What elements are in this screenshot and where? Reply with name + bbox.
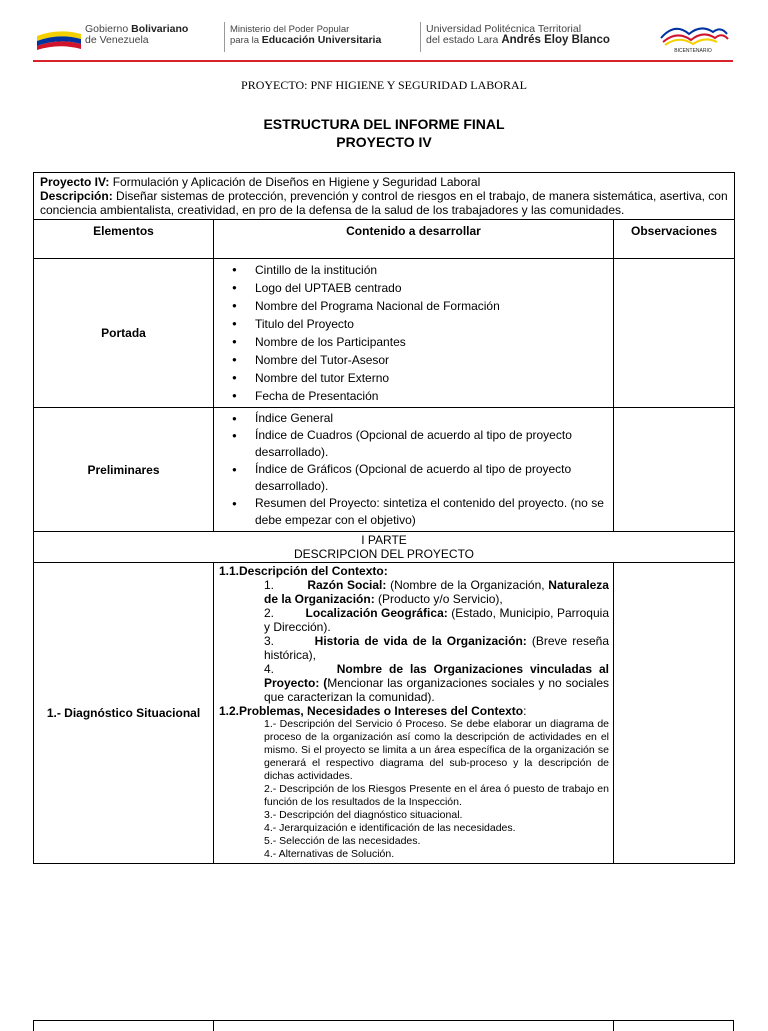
part-heading — [34, 532, 735, 563]
diagnostico-label: 1.- Diagnóstico Situacional — [34, 563, 214, 864]
part-heading-line1: I PARTE — [361, 533, 407, 547]
gobierno-logo-text: Gobierno Bolivariano de Venezuela — [85, 23, 189, 46]
bicentenario-logo-icon — [655, 20, 731, 54]
list-item: ● Fecha de Presentación — [232, 387, 609, 405]
header-divider — [224, 22, 225, 52]
proyecto-label: Proyecto IV: — [40, 175, 110, 189]
venezuela-flag-icon — [37, 30, 81, 50]
header-red-line — [33, 60, 733, 62]
portada-observaciones — [614, 259, 735, 408]
list-item: ● Nombre del tutor Externo — [232, 369, 609, 387]
part-heading-row — [34, 532, 735, 563]
context-item-2: 2. Localización Geográfica: (Estado, Municipio, Parroquia y Dirección). — [264, 606, 609, 634]
intro-cell — [34, 173, 735, 220]
portada-label: Portada — [34, 259, 214, 408]
diagnostico-content: 1.1.Descripción del Contexto: 1. Razón Social: (Nombre de la Organización, Naturaleza de la Organización: (Producto y/o Servicio), 2. Localización Geográfica: (Estado, Municipio, Parroquia y Dirección). 3. Historia de vida de la Organización: (Breve reseña histórica), 4. Nombre de las Organizaciones vinculadas al Proyecto: (Mencionar las organizaciones sociales y no sociales que caracterizan la comunidad). 1.2.Problemas, Necesidades o Intereses del Contexto: 1.- Descripción del Servicio ó Proceso. Se debe elaborar un diagrama de proceso de la organización así como la descripción de actividades en el mismo. Si el proyecto se limita a un área específica de la organización se generará el respectivo diagrama del sub-proceso y la descripción de dichas actividades. 2.- Descripción de los Riesgos Presente en el área ó puesto de trabajo en función de los resultados de la Inspección. 3.- Descripción del diagnóstico situacional. 4.- Jerarquización e identificación de las necesidades. 5.- Selección de las necesidades. 4.- Alternativas de Solución. — [214, 563, 614, 864]
context-item-4: 4. Nombre de las Organizaciones vinculadas al Proyecto: (Mencionar las organizaciones sociales y no sociales que caracterizan la comunidad). — [264, 662, 609, 704]
header-divider — [420, 22, 421, 52]
informe-structure-table — [33, 172, 735, 864]
diagnostico-observaciones — [614, 563, 735, 864]
list-item: ● Índice de Cuadros (Opcional de acuerdo al tipo de proyecto desarrollado). — [232, 427, 609, 461]
column-header-observaciones: Observaciones — [614, 220, 735, 259]
list-item: ● Cintillo de la institución — [232, 261, 609, 279]
list-item: ● Índice de Gráficos (Opcional de acuerdo al tipo de proyecto desarrollado). — [232, 461, 609, 495]
list-item: ● Nombre del Tutor-Asesor — [232, 351, 609, 369]
proyecto-text: Formulación y Aplicación de Diseños en Higiene y Seguridad Laboral — [109, 175, 481, 189]
portada-content — [214, 259, 614, 408]
universidad-text: Universidad Politécnica Territorial del estado Lara Andrés Eloy Blanco — [426, 23, 610, 46]
problem-item: 4.- Alternativas de Solución. — [264, 848, 395, 860]
context-item-1: 1. Razón Social: (Nombre de la Organización, Naturaleza de la Organización: (Producto y/o Servicio), — [264, 578, 609, 606]
table-row-portada — [34, 259, 735, 408]
column-header-contenido: Contenido a desarrollar — [214, 220, 614, 259]
table-row-diagnostico — [34, 563, 735, 864]
section-1-1-title: 1.1.Descripción del Contexto: — [219, 564, 388, 578]
project-line: PROYECTO: PNF HIGIENE Y SEGURIDAD LABORAL — [241, 78, 527, 92]
section-1-2-title: 1.2.Problemas, Necesidades o Intereses del Contexto — [219, 704, 524, 718]
preliminares-observaciones — [614, 408, 735, 532]
ministerio-text: Ministerio del Poder Popular para la Educación Universitaria — [230, 24, 382, 46]
bicentenario-label: BICENTENARIO — [674, 48, 712, 54]
preliminares-label: Preliminares — [34, 408, 214, 532]
list-item: ● Nombre del Programa Nacional de Formación — [232, 297, 609, 315]
next-page-table-edge — [33, 1020, 734, 1031]
preliminares-content — [214, 408, 614, 532]
list-item: ● Nombre de los Participantes — [232, 333, 609, 351]
problem-item: 1.- Descripción del Servicio ó Proceso. Se debe elaborar un diagrama de proceso de la organización así como la descripción de actividades en el mismo. Si el proyecto se limita a un área específica de la organización se generará el respectivo diagrama del sub-proceso y la descripción de dichas actividades. — [264, 718, 609, 782]
problem-item: 5.- Selección de las necesidades. — [264, 835, 421, 847]
header-banner — [33, 18, 733, 62]
column-header-elementos: Elementos — [34, 220, 214, 259]
document-title: ESTRUCTURA DEL INFORME FINAL — [263, 116, 505, 132]
problem-item: 2.- Descripción de los Riesgos Presente en el área ó puesto de trabajo en función de los resultados de la Inspección. — [264, 783, 609, 808]
list-item: ● Titulo del Proyecto — [232, 315, 609, 333]
list-item: ● Resumen del Proyecto: sintetiza el contenido del proyecto. (no se debe empezar con el objetivo) — [232, 495, 609, 529]
intro-row — [34, 173, 735, 220]
part-heading-line2: DESCRIPCION DEL PROYECTO — [293, 547, 475, 561]
context-item-3: 3. Historia de vida de la Organización: (Breve reseña histórica), — [264, 634, 609, 662]
table-row-preliminares — [34, 408, 735, 532]
descripcion-label: Descripción: — [40, 189, 113, 203]
list-item: ● Logo del UPTAEB centrado — [232, 279, 609, 297]
descripcion-text: Diseñar sistemas de protección, prevención y control de riesgos en el trabajo, de manera sistemática, asertiva, con conciencia ambientalista, creatividad, en pro de la defensa de la salud de los trabajadores y las comunidades. — [40, 189, 728, 217]
problem-item: 3.- Descripción del diagnóstico situacional. — [264, 809, 463, 821]
list-item: ● Índice General — [232, 410, 609, 427]
document-subtitle: PROYECTO IV — [336, 134, 432, 150]
problem-item: 4.- Jerarquización e identificación de las necesidades. — [264, 822, 516, 834]
table-header-row — [34, 220, 735, 259]
